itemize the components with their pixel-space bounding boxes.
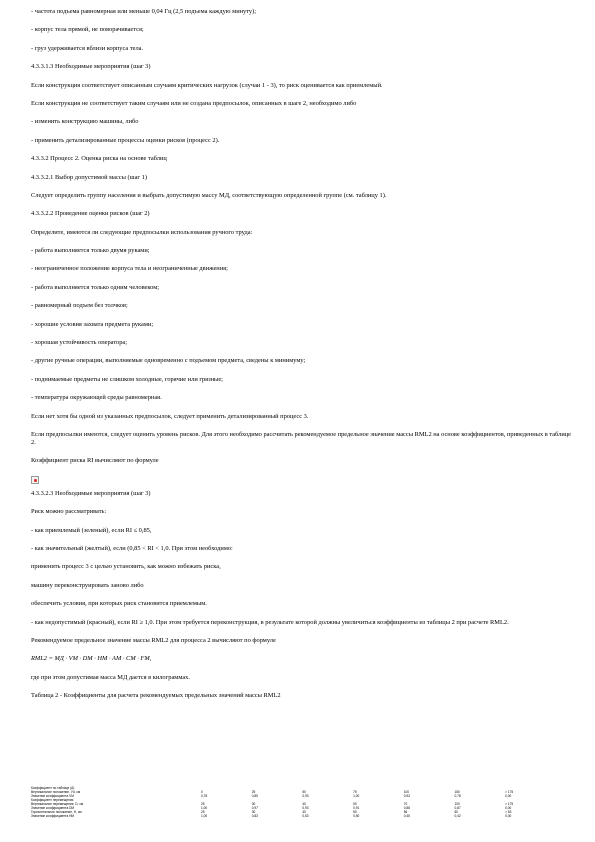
- text-line: где при этом допустимая масса МД дается в килограммах.: [31, 673, 190, 681]
- text-line: Если предпосылки имеются, следует оценить уровень рисков. Для этого необходимо рассчитать рекомендуемое предельное значение массы RML2 на основе коэффициентов, приведенных в таблице 2.: [31, 430, 572, 446]
- table-cell: 56: [403, 810, 408, 814]
- document-page: [31, 8, 576, 710]
- table-cell-label: Коэффициент перемещения: [31, 798, 74, 802]
- text-line: применить процесс 3 с целью установить, как можно избежать риска,: [31, 563, 221, 571]
- table-cell: 0,00: [505, 794, 512, 798]
- table-cell-label: Горизонтальное положение, H, см: [31, 810, 82, 814]
- list-item: - неограниченное положение корпуса тела и неограниченные движения;: [31, 265, 228, 273]
- table-cell: > 175: [505, 802, 514, 806]
- formula-image-placeholder: [31, 476, 576, 490]
- text-line: Определите, имеются ли следующие предпосылки использования ручного труда:: [31, 228, 253, 236]
- table-cell: 100: [454, 802, 460, 806]
- table-cell: 25: [201, 810, 205, 814]
- table-cell: 0,78: [454, 794, 461, 798]
- table-cell: 0,87: [454, 806, 461, 810]
- table-cell: 1,00: [353, 794, 360, 798]
- table-cell: 1,00: [201, 806, 208, 810]
- table-cell: 75: [353, 790, 357, 794]
- list-item: - как недопустимый (красный), если RI ≥ 1,0. При этом требуется переконструкция, в результате которой должны увеличиться коэффициенты из таблицы 2 при расчете RML2.: [31, 618, 509, 626]
- table-cell: 1,00: [201, 814, 208, 818]
- table-row: [31, 814, 571, 818]
- table-cell: 30: [251, 802, 256, 806]
- table-cell-label: Значение коэффициента HM: [31, 814, 75, 818]
- text-line: Коэффициент риска RI вычисляют по формуле: [31, 457, 159, 465]
- table-cell: 30: [251, 810, 256, 814]
- section-heading: 4.3.3.2.3 Необходимые мероприятия (шаг 3): [31, 489, 151, 497]
- list-item: - температура окружающей среды равномерная.: [31, 394, 162, 402]
- list-item: - другие ручные операции, выполняемые одновременно с подъемом предмета, сведены к минимуму;: [31, 357, 306, 365]
- table-cell: 150: [454, 790, 460, 794]
- text-line: - изменить конструкцию машины, либо: [31, 118, 139, 126]
- text-line: Риск можно рассматривать:: [31, 508, 107, 516]
- table-cell: 25: [201, 802, 205, 806]
- text-line: - груз удерживается вблизи корпуса тела.: [31, 44, 144, 52]
- list-item: - как приемлемый (зеленый), если RI ≤ 0,85,: [31, 526, 152, 534]
- text-line: машину переконструировать заново либо: [31, 581, 144, 589]
- list-item: - поднимаемые предметы не слишком холодные, горячие или грязные;: [31, 375, 223, 383]
- table-cell: 0,97: [251, 806, 258, 810]
- table-cell: > 63: [505, 810, 512, 814]
- text-line: Если нет хотя бы одной из указанных предпосылок, следует применить детализированный процесс 3.: [31, 412, 309, 420]
- table-cell: 0,00: [505, 814, 512, 818]
- table-cell: 0,93: [302, 806, 309, 810]
- text-line: Рекомендуемое предельное значение массы RML2 для процесса 2 вычисляют по формуле: [31, 636, 276, 644]
- table-cell-label: Значение коэффициента VM: [31, 794, 74, 798]
- section-heading: 4.3.3.2 Процесс 2. Оценка риска на основе таблиц: [31, 155, 167, 163]
- list-item: - как значительный (желтый), если (0,85 < RI < 1,0. При этом необходимо:: [31, 544, 233, 552]
- table-cell: 0,45: [403, 814, 410, 818]
- table-cell: 40: [302, 810, 306, 814]
- text-line: - корпус тела прямой, не поворачивается;: [31, 26, 144, 34]
- broken-image-icon: [31, 476, 39, 484]
- table-cell: > 175: [505, 790, 514, 794]
- list-item: - равномерный подъем без толчков;: [31, 302, 128, 310]
- table-caption: Таблица 2 - Коэффициенты для расчета рекомендуемых предельных значений массы RML2: [31, 692, 281, 700]
- text-line: - частота подъема равномерная или меньше 0,04 Гц (2,5 подъема каждую минуту);: [31, 8, 257, 15]
- formula-line: RML2 = МД · VM · DM · HM · AM · CM · FM,: [31, 655, 152, 663]
- text-line: Если конструкция не соответствует таким случаям или не создана предпосылок, описанных в шаге 2, необходимо либо: [31, 99, 357, 107]
- table-cell: 0,83: [251, 814, 258, 818]
- table-cell: 70: [403, 802, 408, 806]
- table-cell: 0,50: [353, 814, 360, 818]
- list-item: - хорошие условия захвата предмета руками;: [31, 320, 154, 328]
- section-heading: 4.3.3.2.1 Выбор допустимой массы (шаг 1): [31, 173, 147, 181]
- section-heading: 4.3.3.2.2 Проведение оценки рисков (шаг 2): [31, 210, 150, 218]
- list-item: - хорошая устойчивость оператора;: [31, 339, 128, 347]
- table-cell: 0,78: [201, 794, 208, 798]
- table-cell: 0,88: [403, 806, 410, 810]
- table-cell: 25: [251, 790, 256, 794]
- table-cell: 0,00: [505, 806, 512, 810]
- list-item: - работа выполняется только одним человеком;: [31, 283, 160, 291]
- text-line: обеспечить условия, при которых риск становится приемлемым.: [31, 600, 207, 608]
- section-heading: 4.3.3.1.3 Необходимые мероприятия (шаг 3): [31, 63, 151, 71]
- table-cell: 60: [454, 810, 458, 814]
- table-cell: 0: [201, 790, 203, 794]
- table-cell: 0,91: [353, 806, 360, 810]
- text-line: Если конструкция соответствует описанным случаям критических нагрузок (случаи 1 - 3), то риск оценивается как приемлемый.: [31, 81, 383, 89]
- table-cell: 100: [403, 790, 410, 794]
- table-cell: 0,85: [251, 794, 258, 798]
- coefficient-table: [31, 786, 571, 818]
- table-cell: 50: [353, 810, 357, 814]
- table-cell: 0,42: [454, 814, 461, 818]
- table-cell-label: Коэффициент по таблице (A): [31, 786, 75, 790]
- table-cell: 50: [353, 802, 357, 806]
- table-cell-label: Вертикальное перемещение, D, см: [31, 802, 84, 806]
- table-cell-label: Вертикальное положение, Уd, см: [31, 790, 81, 794]
- table-cell: 0,63: [302, 814, 309, 818]
- table-cell: 40: [302, 802, 306, 806]
- text-line: Следует определить группу населения и выбрать допустимую массу МД, соответствующую определенной группе (см. таблицу 1).: [31, 191, 387, 199]
- table-cell: 0,93: [403, 794, 410, 798]
- table-cell: 0,93: [302, 794, 309, 798]
- table-cell-label: Значение коэффициента DM: [31, 806, 75, 810]
- table-cell: 50: [302, 790, 306, 794]
- text-line: - применить детализированные процессы оценки рисков (процесс 2).: [31, 136, 220, 144]
- list-item: - работа выполняется только двумя руками;: [31, 247, 150, 255]
